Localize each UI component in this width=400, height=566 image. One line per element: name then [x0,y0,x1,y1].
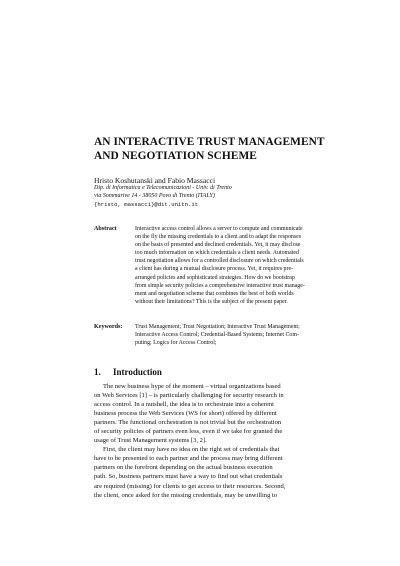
abstract-line: without their limitations? This is the subject of the present paper. [135,298,288,305]
abstract-label: Abstract [94,226,117,232]
body-line: business process the Web Services (WS for short) offered by different [94,410,277,418]
keywords-label: Keywords: [94,324,123,330]
body-line: The new business hype of the moment – virtual organizations based [103,383,281,390]
keywords-line: puting; Logics for Access Control; [135,340,217,347]
section-title: Introduction [113,367,162,377]
abstract-line: a client has during a mutual disclosure process. Yet, it requires pre- [135,266,294,273]
keywords-line: Trust Management; Trust Negotiation; Interactive Trust Management; [135,324,300,330]
body-line: First, the client may have no idea on the right set of credentials that [103,446,280,454]
paper-title [94,135,364,163]
abstract-line: ment and negotiation scheme that combines the best of both worlds [135,290,294,297]
body-line: are required (missing) for clients to get access to their resources. Second, [94,482,286,490]
body-line: partners. The functional orchestration is not trivial but the orchestration [94,419,282,427]
body-line: partners on the forefront depending on the actual business execution [94,464,273,472]
authors: Hristo Koshutanski and Fabio Massacci [94,176,216,185]
section-heading [94,367,162,378]
abstract-line: on the basis of presented and declined credentials. Yet, it may disclose [135,242,301,249]
affiliation-line: via Sommarive 14 - 38050 Povo di Trento (ITALY) [94,192,215,199]
abstract-text [135,225,331,306]
abstract-line: arranged policies and sophisticated strategies. How do we bootstrap [135,274,295,281]
introduction-text [94,382,332,500]
affiliation [94,185,232,208]
email: {hristo, massacci}@dit.unitn.it [94,200,199,208]
body-line: usage of Trust Management systems [3, 2]. [94,437,207,445]
section-number: 1. [94,367,101,377]
abstract-line: too much information on which credentials a client needs. Automated [135,250,299,257]
body-line: access control. In a nutshell, the idea is to orchestrate into a coherent [94,401,274,409]
affiliation-line: Dip. di Informatica e Telecomunicazioni - Univ. di Trento [94,185,232,191]
body-line: on Web Services [1] – is particularly challenging for security research in [94,392,284,400]
body-line: have to be presented to each partner and the process may bring different [94,455,283,463]
keywords-line: Interactive Access Control; Credential-Based Systems; Internet Com- [135,332,299,339]
abstract-line: Interactive access control allows a server to compute and communicate [135,226,303,232]
abstract-line: trust negotiation allows for a controlled disclosure on which credentials [135,258,304,265]
abstract-line: from simple security policies a comprehensive interactive trust manage- [135,282,305,289]
abstract-line: on the fly the missing credentials to a client and to adapt the responses [135,234,302,241]
body-line: of security policies of partners even less, even if we take for granted the [94,428,283,436]
keywords-text [135,323,331,347]
title-line: AND NEGOTIATION SCHEME [94,150,257,162]
body-line: the client, once asked for the missing credentials, may be unwilling to [94,491,278,499]
body-line: path. So, business partners must have a way to find out what credentials [94,473,283,481]
title-line: AN INTERACTIVE TRUST MANAGEMENT [94,136,325,148]
